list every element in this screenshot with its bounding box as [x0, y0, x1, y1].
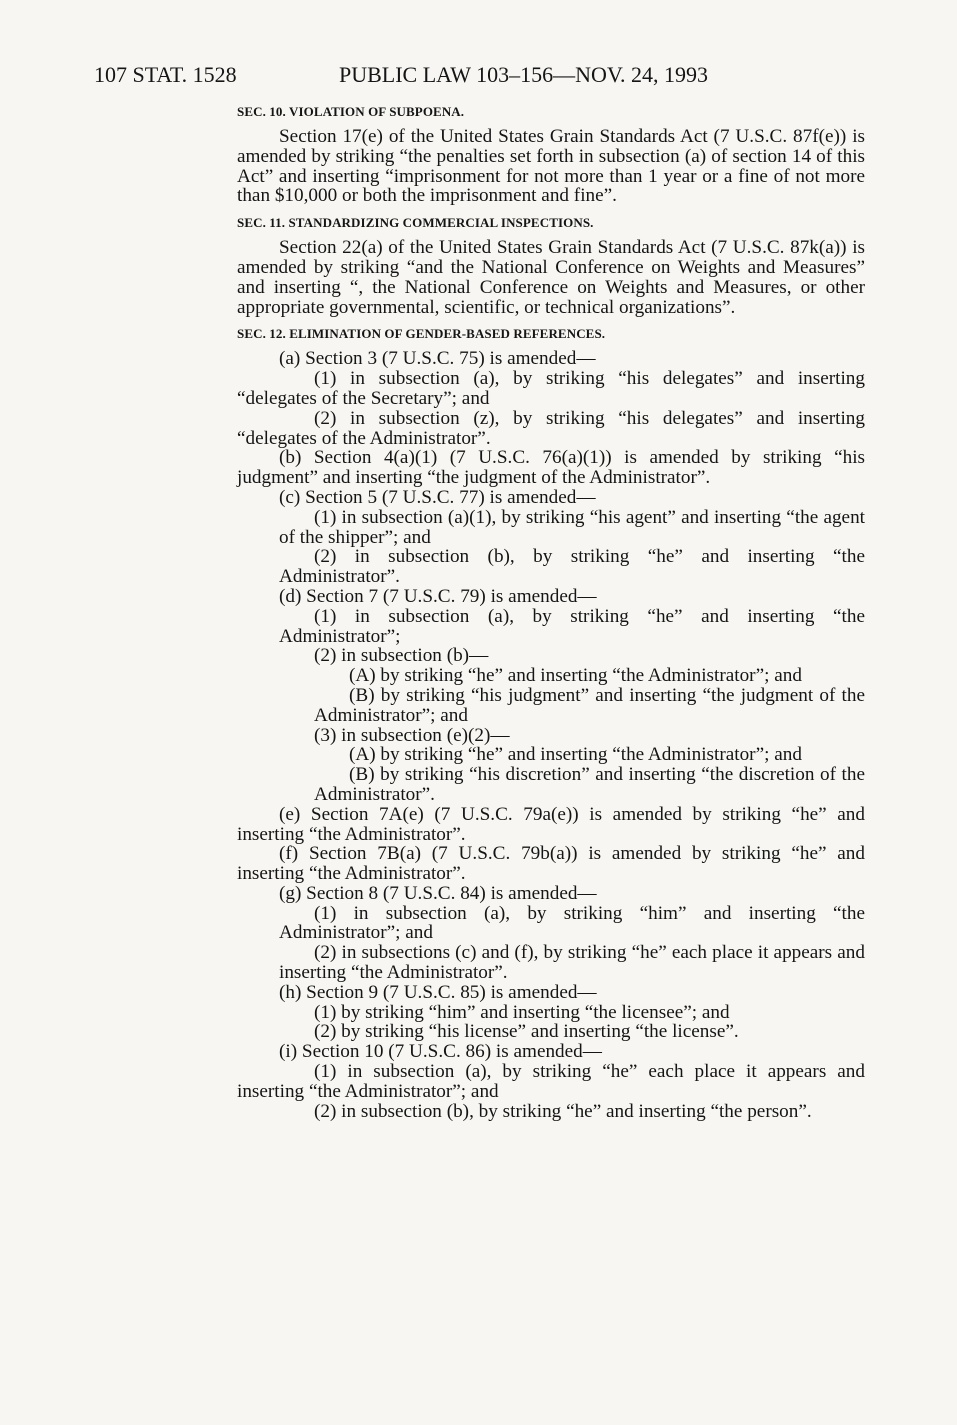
document-body	[237, 104, 865, 1121]
subsection-d-2-B: (B) by striking “his judgment” and inserting “the judgment of the Administrator”; and	[314, 684, 865, 726]
subsection-d-2: (2) in subsection (b)—	[314, 645, 489, 667]
subsection-d-3-B: (B) by striking “his discretion” and inserting “the discretion of the Administrator”.	[314, 764, 865, 805]
subsection-d-3: (3) in subsection (e)(2)—	[314, 724, 510, 746]
section-10-heading: SEC. 10. VIOLATION OF SUBPOENA.	[237, 104, 465, 119]
subsection-c-1: (1) in subsection (a)(1), by striking “his agent” and inserting “the agent of the shipper”; and	[279, 506, 865, 548]
subsection-i: (i) Section 10 (7 U.S.C. 86) is amended—	[279, 1041, 602, 1063]
subsection-b: (b) Section 4(a)(1) (7 U.S.C. 76(a)(1)) is amended by striking “his judgment” and inserting “the judgment of the Administrator”.	[237, 447, 865, 489]
section-11-heading: SEC. 11. STANDARDIZING COMMERCIAL INSPECTIONS.	[237, 215, 594, 231]
subsection-h: (h) Section 9 (7 U.S.C. 85) is amended—	[279, 981, 597, 1003]
subsection-d-3-A: (A) by striking “he” and inserting “the Administrator”; and	[349, 744, 802, 766]
subsection-h-2: (2) by striking “his license” and inserting “the license”.	[314, 1021, 739, 1043]
section-12-heading: SEC. 12. ELIMINATION OF GENDER-BASED REFERENCES.	[237, 326, 606, 342]
section-11-text: Section 22(a) of the United States Grain Standards Act (7 U.S.C. 87k(a)) is amended by striking “and the National Conference on Weights and Measures” and inserting “, the National Conference on Weights and Measures, or other appropriate governmental, scientific, or technical organizations”.	[237, 237, 865, 318]
subsection-c-2: (2) in subsection (b), by striking “he” and inserting “the Administrator”.	[279, 546, 865, 588]
subsection-c: (c) Section 5 (7 U.S.C. 77) is amended—	[279, 486, 596, 508]
page-header	[94, 60, 854, 90]
subsection-a-2: (2) in subsection (z), by striking “his delegates” and inserting “delegates of the Administrator”.	[237, 407, 865, 449]
subsection-a: (a) Section 3 (7 U.S.C. 75) is amended—	[279, 348, 596, 370]
subsection-h-1: (1) by striking “him” and inserting “the licensee”; and	[314, 1001, 730, 1023]
subsection-d-1: (1) in subsection (a), by striking “he” and inserting “the Administrator”;	[279, 605, 865, 647]
subsection-d-2-A: (A) by striking “he” and inserting “the Administrator”; and	[349, 665, 802, 687]
subsection-g-1: (1) in subsection (a), by striking “him” and inserting “the Administrator”; and	[279, 902, 865, 944]
subsection-f: (f) Section 7B(a) (7 U.S.C. 79b(a)) is amended by striking “he” and inserting “the Administrator”.	[237, 843, 865, 885]
subsection-e: (e) Section 7A(e) (7 U.S.C. 79a(e)) is amended by striking “he” and inserting “the Administrator”.	[237, 803, 865, 845]
statute-citation: 107 STAT. 1528	[94, 62, 237, 87]
subsection-g: (g) Section 8 (7 U.S.C. 84) is amended—	[279, 882, 597, 904]
subsection-i-2: (2) in subsection (b), by striking “he” and inserting “the person”.	[314, 1100, 812, 1122]
subsection-d: (d) Section 7 (7 U.S.C. 79) is amended—	[279, 585, 597, 607]
subsection-g-2: (2) in subsections (c) and (f), by striking “he” each place it appears and inserting “the Administrator”.	[279, 942, 865, 984]
public-law-title: PUBLIC LAW 103–156—NOV. 24, 1993	[339, 62, 708, 87]
section-10-text: Section 17(e) of the United States Grain Standards Act (7 U.S.C. 87f(e)) is amended by striking “the penalties set forth in subsection (a) of section 14 of this Act” and inserting “imprisonment for not more than 1 year or a fine of not more than $10,000 or both the imprisonment and fine”.	[237, 126, 865, 207]
subsection-i-1: (1) in subsection (a), by striking “he” each place it appears and inserting “the Administrator”; and	[237, 1061, 865, 1102]
subsection-a-1: (1) in subsection (a), by striking “his delegates” and inserting “delegates of the Secretary”; and	[237, 368, 865, 409]
